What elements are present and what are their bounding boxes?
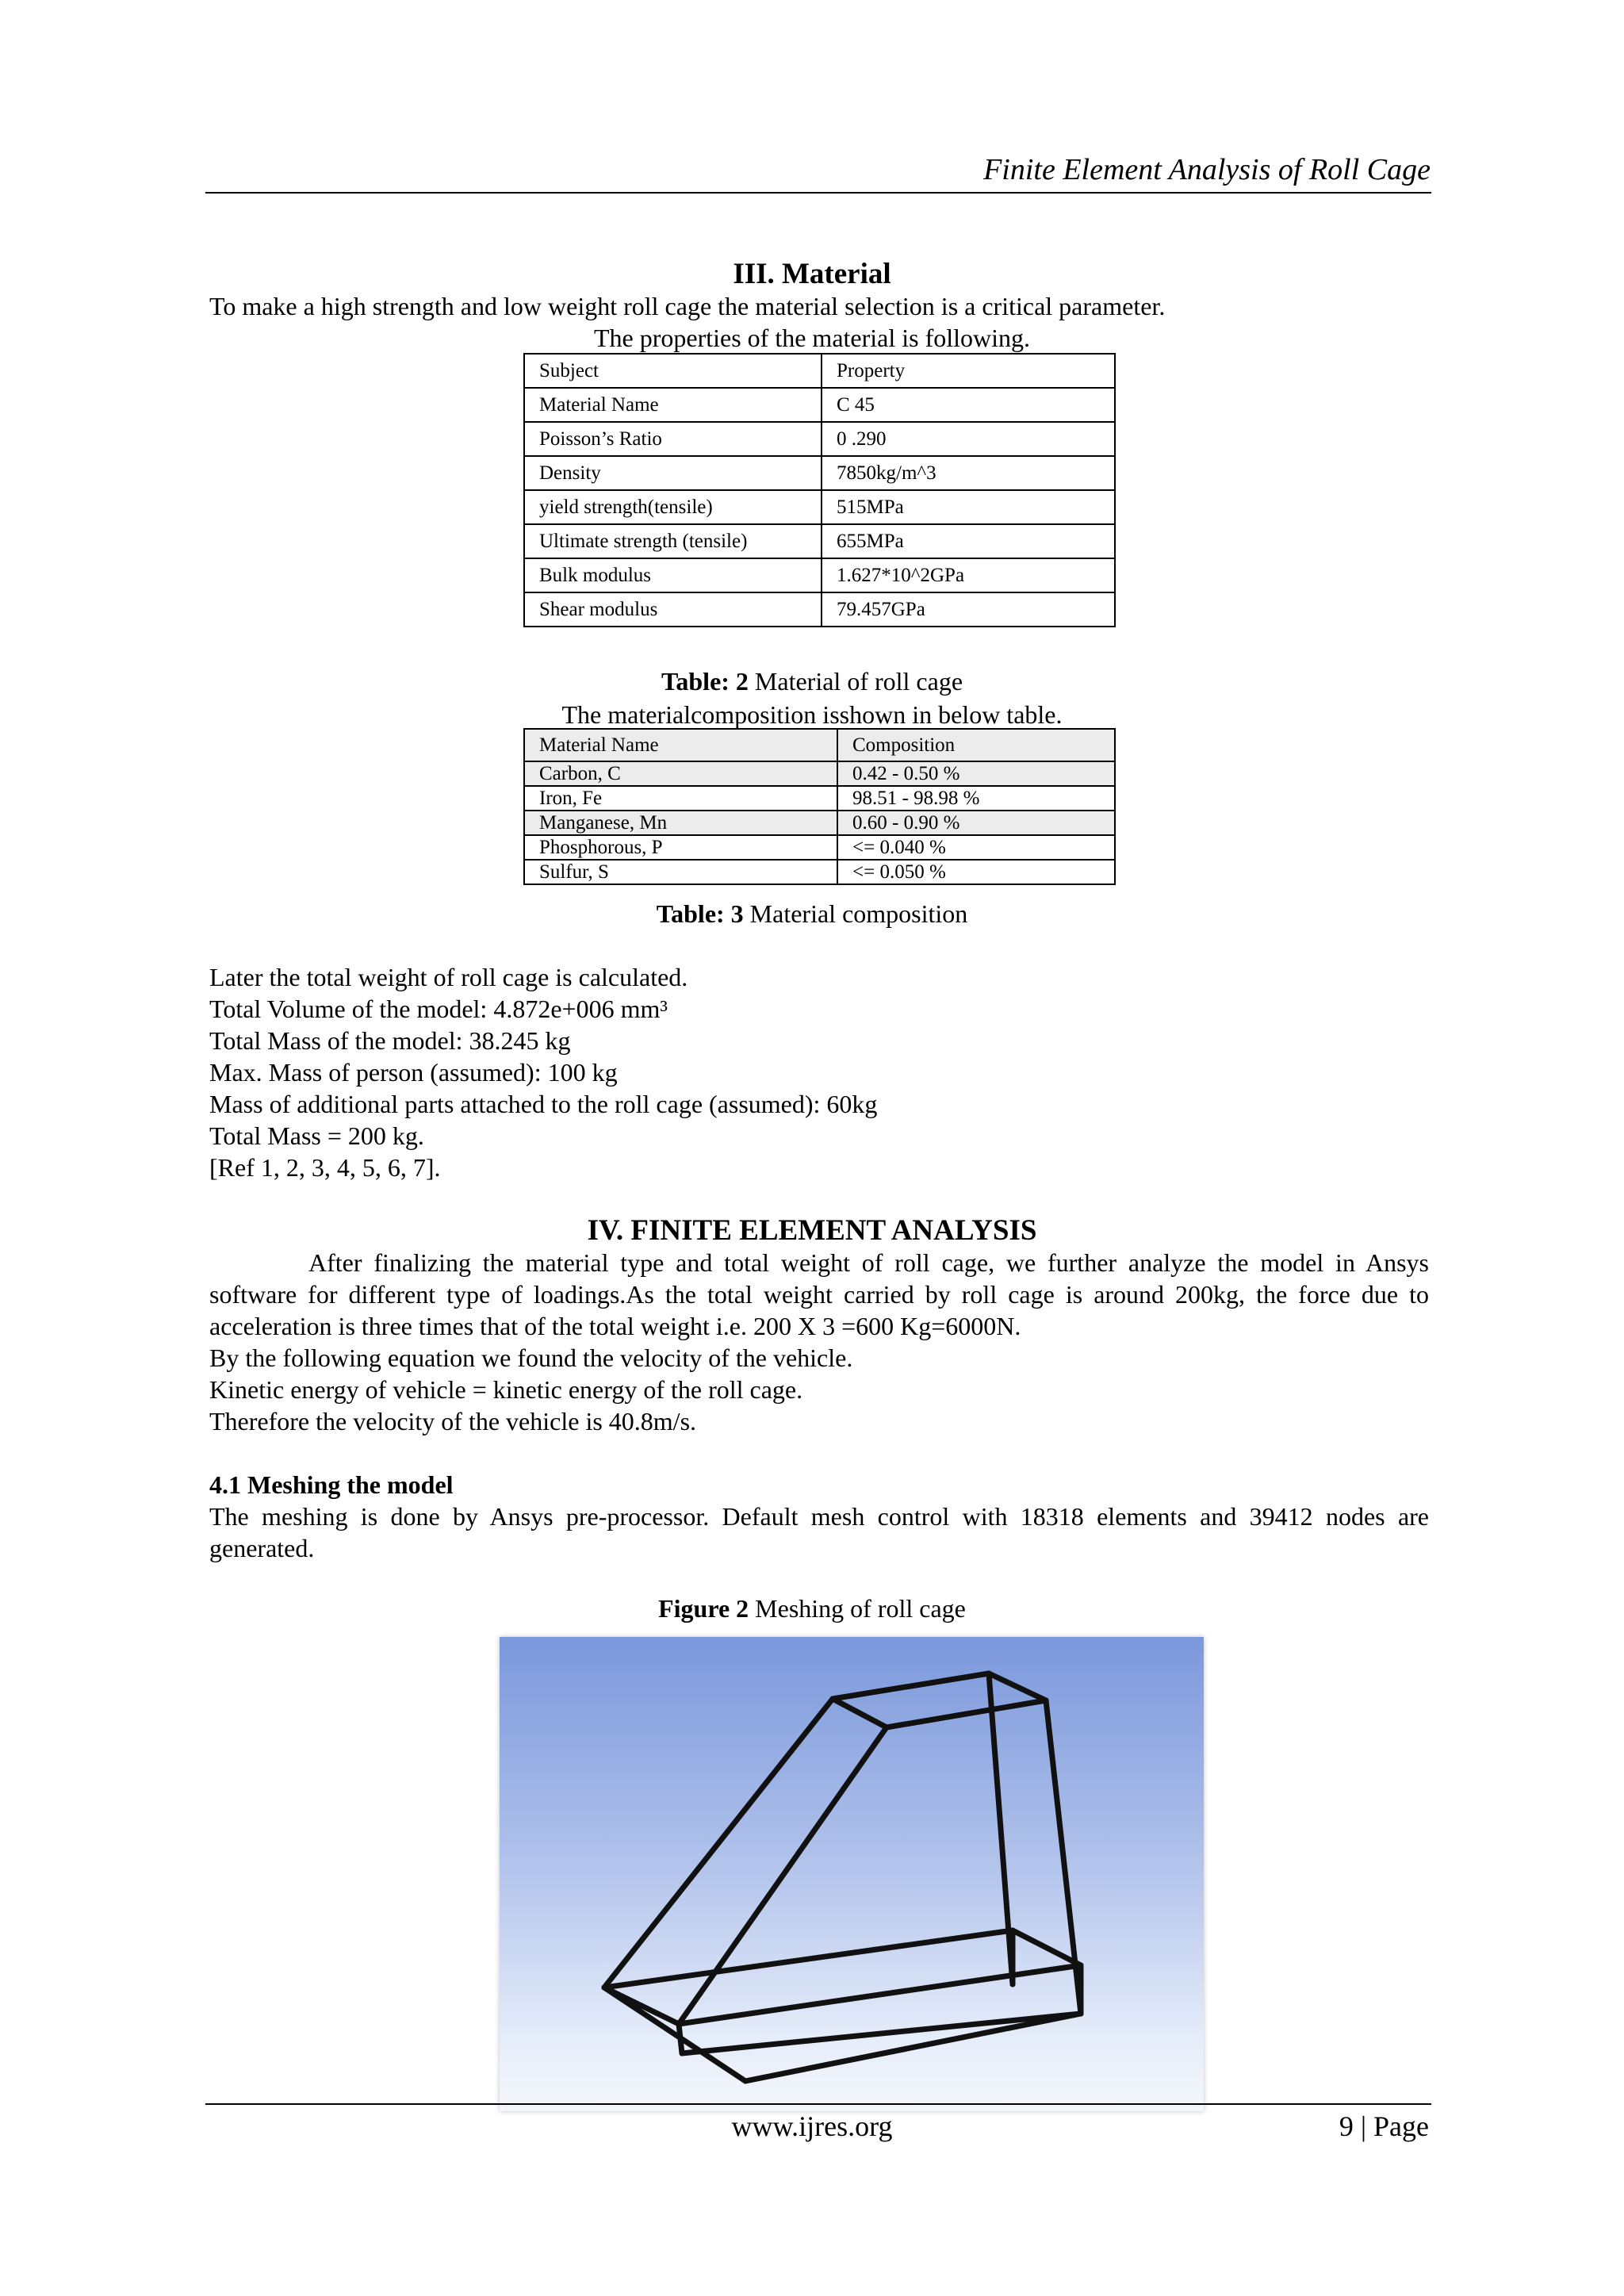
table-header-cell: Material Name: [524, 729, 837, 761]
figure2-caption-label: Figure 2: [658, 1594, 749, 1623]
running-header-title: Finite Element Analysis of Roll Cage: [983, 153, 1431, 186]
properties-intro-line: The properties of the material is following.: [593, 324, 1031, 352]
subsection-heading-meshing: 4.1 Meshing the model: [209, 1470, 454, 1499]
table-header-row: [524, 354, 1115, 388]
table-cell: 79.457GPa: [822, 592, 1115, 627]
table-row: [524, 592, 1115, 627]
table-cell: C 45: [822, 388, 1115, 422]
table-row: [524, 786, 1115, 811]
composition-intro-line: The materialcomposition isshown in below table.: [561, 700, 1063, 729]
frame-tube: [989, 1673, 1046, 1700]
roll-cage-mesh-figure: [500, 1637, 1204, 2111]
frame-tube: [989, 1673, 1013, 1984]
weight-line: Mass of additional parts attached to the roll cage (assumed): 60kg: [209, 1090, 878, 1118]
weight-line: Total Mass of the model: 38.245 kg: [209, 1026, 571, 1055]
table-row: [524, 860, 1115, 884]
frame-tube: [604, 1699, 833, 1987]
table-cell: yield strength(tensile): [524, 490, 822, 524]
meshing-paragraph: The meshing is done by Ansys pre-processor. Default mesh control with 18318 elements and 39412 nodes are generated.: [209, 1502, 1429, 1562]
table-row: [524, 422, 1115, 456]
table-cell: Phosphorous, P: [524, 835, 837, 860]
frame-tube: [679, 1727, 887, 2024]
table2-caption-text: Material of roll cage: [748, 667, 963, 696]
table-cell: Bulk modulus: [524, 558, 822, 592]
footer-rule: [205, 2103, 1431, 2105]
frame-tube: [604, 1987, 745, 2081]
material-composition-table: [523, 728, 1116, 885]
weight-calculation-block: [209, 961, 877, 1183]
weight-line: Total Volume of the model: 4.872e+006 mm³: [209, 995, 668, 1023]
weight-line: Later the total weight of roll cage is calculated.: [209, 963, 688, 991]
table2-caption-label: Table: 2: [661, 667, 749, 696]
table-row: [524, 558, 1115, 592]
footer-website[interactable]: www.ijres.org: [731, 2110, 893, 2142]
table-cell: Ultimate strength (tensile): [524, 524, 822, 558]
footer-page-number: 9 | Page: [1339, 2110, 1429, 2142]
figure2-caption-text: Meshing of roll cage: [749, 1594, 966, 1623]
roll-cage-wireframe: [500, 1637, 1204, 2111]
references-line: [Ref 1, 2, 3, 4, 5, 6, 7].: [209, 1153, 441, 1182]
table-cell: Density: [524, 456, 822, 490]
table-cell: <= 0.040 %: [837, 835, 1115, 860]
table2-caption: [0, 667, 1624, 696]
frame-tube: [833, 1699, 887, 1727]
table-cell: Iron, Fe: [524, 786, 837, 811]
header-rule: [205, 192, 1431, 194]
velocity-line: Therefore the velocity of the vehicle is 40.8m/s.: [209, 1407, 697, 1435]
table-cell: Carbon, C: [524, 761, 837, 786]
frame-tube: [833, 1673, 989, 1699]
table-cell: Manganese, Mn: [524, 811, 837, 835]
table-cell: 655MPa: [822, 524, 1115, 558]
table-header-cell: Composition: [837, 729, 1115, 761]
velocity-line: By the following equation we found the velocity of the vehicle.: [209, 1343, 853, 1372]
table-cell: 1.627*10^2GPa: [822, 558, 1115, 592]
table-header-cell: Property: [822, 354, 1115, 388]
table-cell: Material Name: [524, 388, 822, 422]
frame-tube: [679, 1965, 1081, 2024]
table-cell: Shear modulus: [524, 592, 822, 627]
frame-tube: [682, 2014, 1081, 2053]
table-cell: 0.60 - 0.90 %: [837, 811, 1115, 835]
material-intro-line: To make a high strength and low weight roll cage the material selection is a critical parameter.: [209, 292, 1166, 320]
table3-caption: [0, 899, 1624, 929]
section-heading-fea: IV. FINITE ELEMENT ANALYSIS: [587, 1214, 1037, 1247]
table-row: [524, 490, 1115, 524]
table-row: [524, 388, 1115, 422]
weight-line: Total Mass = 200 kg.: [209, 1121, 424, 1150]
table-cell: 0 .290: [822, 422, 1115, 456]
table-cell: Sulfur, S: [524, 860, 837, 884]
table-cell: 98.51 - 98.98 %: [837, 786, 1115, 811]
table-header-row: [524, 729, 1115, 761]
velocity-lines-block: [209, 1342, 852, 1437]
table-cell: 0.42 - 0.50 %: [837, 761, 1115, 786]
table-cell: 7850kg/m^3: [822, 456, 1115, 490]
table-row: [524, 456, 1115, 490]
table-row: [524, 761, 1115, 786]
table-cell: Poisson’s Ratio: [524, 422, 822, 456]
weight-line: Max. Mass of person (assumed): 100 kg: [209, 1058, 618, 1087]
table-cell: <= 0.050 %: [837, 860, 1115, 884]
section-heading-material: III. Material: [733, 258, 891, 290]
frame-tube: [887, 1700, 1046, 1727]
frame-tube: [604, 1930, 1013, 1987]
velocity-line: Kinetic energy of vehicle = kinetic energy of the roll cage.: [209, 1375, 803, 1404]
table3-caption-text: Material composition: [743, 899, 968, 928]
table-row: [524, 811, 1115, 835]
table3-caption-label: Table: 3: [656, 899, 744, 928]
material-properties-table: [523, 353, 1116, 627]
figure2-caption: [0, 1594, 1624, 1623]
table-row: [524, 524, 1115, 558]
fea-paragraph: After finalizing the material type and total weight of roll cage, we further analyze the model in Ansys software for different type of loadings.As the total weight carried by roll cage is around 200kg, the force due to acceleration is three times that of the total weight i.e. 200 X 3 =600 Kg=6000N.: [209, 1248, 1429, 1340]
table-cell: 515MPa: [822, 490, 1115, 524]
table-row: [524, 835, 1115, 860]
table-header-cell: Subject: [524, 354, 822, 388]
frame-tube: [745, 2014, 1081, 2081]
